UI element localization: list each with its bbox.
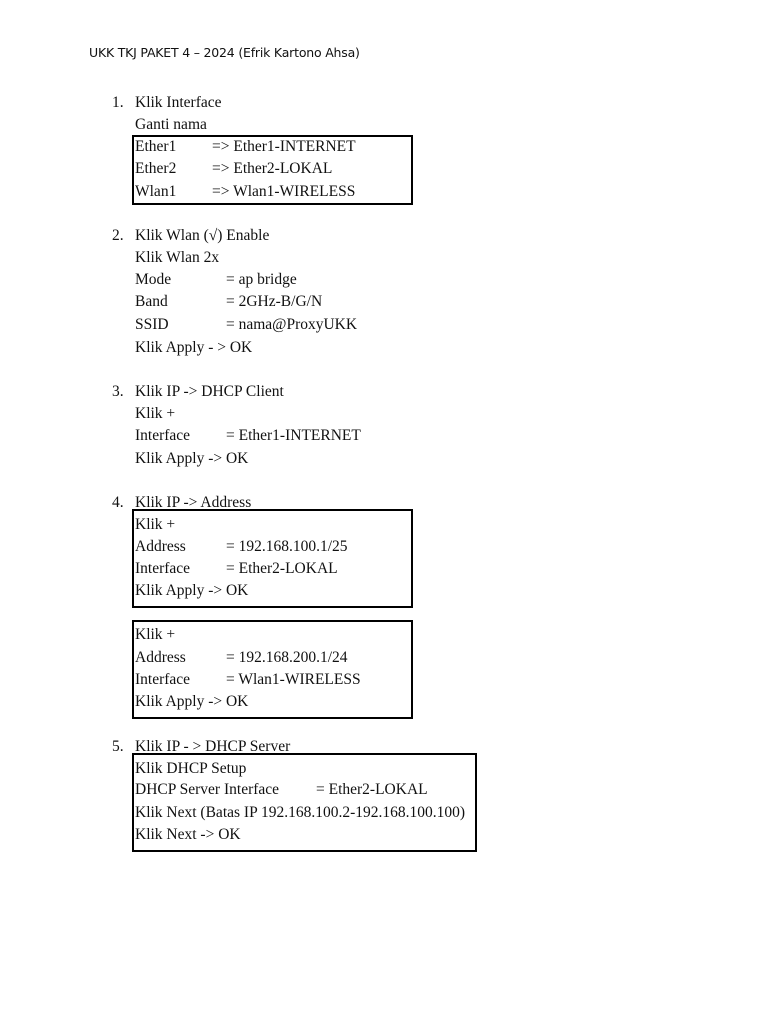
step-1-subtitle: Ganti nama (135, 116, 207, 133)
step-5-title: Klik IP - > DHCP Server (135, 738, 291, 755)
rename-to-wlan1: => Wlan1-WIRELESS (212, 183, 356, 200)
step-2-title: Klik Wlan (√) Enable (135, 227, 270, 244)
address-1-interface-value: = Ether2-LOKAL (226, 560, 338, 577)
address-2-interface-label: Interface (135, 671, 191, 688)
rename-from-ether1: Ether1 (135, 138, 177, 155)
ssid-value: = nama@ProxyUKK (226, 316, 358, 333)
rename-to-ether2: => Ether2-LOKAL (212, 160, 333, 177)
step-3-line2: Klik + (135, 405, 176, 422)
step-4-number: 4. (112, 494, 124, 511)
step-3-title: Klik IP -> DHCP Client (135, 383, 284, 400)
dhcp-next-ok-line: Klik Next -> OK (135, 826, 241, 843)
address-1-label: Address (135, 538, 186, 555)
address-2-interface-value: = Wlan1-WIRELESS (226, 671, 361, 688)
mode-label: Mode (135, 271, 172, 288)
address-2-add: Klik + (135, 626, 176, 643)
step-4-title: Klik IP -> Address (135, 494, 252, 511)
address-2-footer: Klik Apply -> OK (135, 693, 249, 710)
address-1-footer: Klik Apply -> OK (135, 582, 249, 599)
dhcp-server-interface-value: = Ether2-LOKAL (316, 781, 428, 798)
mode-value: = ap bridge (226, 271, 297, 288)
step-3-footer: Klik Apply -> OK (135, 450, 249, 467)
step-5-number: 5. (112, 738, 124, 755)
dhcp-next-range-line: Klik Next (Batas IP 192.168.100.2-192.168.100.100) (135, 804, 466, 821)
rename-from-ether2: Ether2 (135, 160, 177, 177)
rename-to-ether1: => Ether1-INTERNET (212, 138, 356, 155)
document-header: UKK TKJ PAKET 4 – 2024 (Efrik Kartono Ahsa) (89, 45, 360, 60)
address-1-value: = 192.168.100.1/25 (226, 538, 348, 555)
dhcp-setup-line: Klik DHCP Setup (135, 760, 247, 777)
step-3-number: 3. (112, 383, 124, 400)
step-1-title: Klik Interface (135, 94, 222, 111)
rename-from-wlan1: Wlan1 (135, 183, 177, 200)
address-1-add: Klik + (135, 516, 176, 533)
step-1-number: 1. (112, 94, 124, 111)
band-label: Band (135, 293, 168, 310)
ssid-label: SSID (135, 316, 169, 333)
step-2-footer: Klik Apply - > OK (135, 339, 253, 356)
dhcp-server-interface-label: DHCP Server Interface (135, 781, 280, 798)
dhcp-client-interface-value: = Ether1-INTERNET (226, 427, 361, 444)
step-2-line2: Klik Wlan 2x (135, 249, 220, 266)
address-2-value: = 192.168.200.1/24 (226, 649, 348, 666)
band-value: = 2GHz-B/G/N (226, 293, 323, 310)
step-2-number: 2. (112, 227, 124, 244)
address-2-label: Address (135, 649, 186, 666)
dhcp-client-interface-label: Interface (135, 427, 191, 444)
address-1-interface-label: Interface (135, 560, 191, 577)
